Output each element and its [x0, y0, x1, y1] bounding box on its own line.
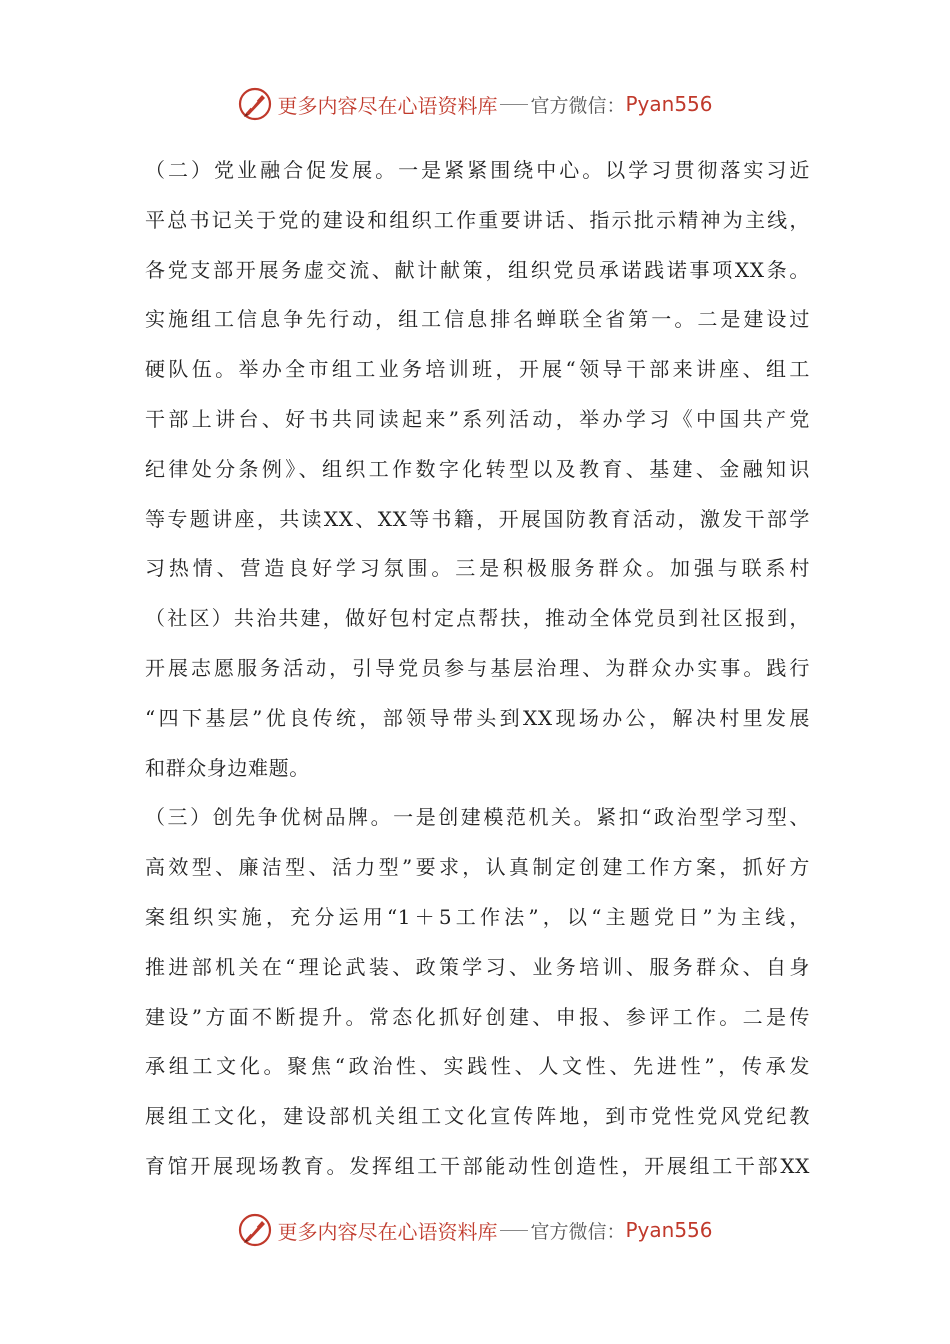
body-line: 开展志愿服务活动，引导党员参与基层治理、为群众办实事。践行 [145, 655, 810, 680]
body-line: 推进部机关在“理论武装、政策学习、业务培训、服务群众、自身 [145, 954, 810, 979]
body-line: 和群众身边难题。 [145, 755, 310, 780]
body-line: 等专题讲座，共读XX、XX等书籍，开展国防教育活动，激发干部学 [145, 506, 810, 531]
pen-quill-logo-icon [237, 86, 273, 122]
body-line: 干部上讲台、好书共同读起来”系列活动，举办学习《中国共产党 [145, 406, 810, 431]
body-line: 育馆开展现场教育。发挥组工干部能动性创造性，开展组工干部XX [145, 1153, 810, 1178]
footer-banner [0, 1208, 950, 1252]
body-line: 高效型、廉洁型、活力型”要求，认真制定创建工作方案，抓好方 [145, 855, 810, 880]
body-line: 案组织实施，充分运用“1＋5工作法”，以“主题党日”为主线， [145, 904, 810, 929]
banner-wechat-id: Pyan556 [625, 92, 713, 116]
banner-text: 更多内容尽在心语资料库 [277, 93, 498, 118]
banner-wechat-label: 官方微信： [530, 94, 626, 117]
body-line: （二）党业融合促发展。一是紧紧围绕中心。以学习贯彻落实习近 [145, 158, 810, 182]
pen-quill-logo-icon [237, 1212, 273, 1248]
body-line: 展组工文化，建设部机关组工文化宣传阵地，到市党性党风党纪教 [145, 1104, 810, 1129]
banner-wechat-label: 官方微信： [530, 1220, 626, 1243]
banner-wechat-id: Pyan556 [625, 1218, 713, 1242]
body-line: （社区）共治共建，做好包村定点帮扶，推动全体党员到社区报到， [145, 606, 810, 631]
body-line: 纪律处分条例》、组织工作数字化转型以及教育、基建、金融知识 [145, 456, 810, 481]
body-line: 平总书记关于党的建设和组织工作重要讲话、指示批示精神为主线， [145, 207, 810, 232]
header-banner [0, 82, 950, 126]
body-line: 建设”方面不断提升。常态化抓好创建、申报、参评工作。二是传 [145, 1004, 810, 1029]
body-line: 各党支部开展务虚交流、献计献策，组织党员承诺践诺事项XX条。 [145, 257, 810, 282]
document-body [145, 146, 810, 1192]
banner-text: 更多内容尽在心语资料库 [277, 1219, 498, 1244]
body-line: （三）创先争优树品牌。一是创建模范机关。紧扣“政治型学习型、 [145, 805, 810, 830]
body-line: 承组工文化。聚焦“政治性、实践性、人文性、先进性”，传承发 [145, 1054, 810, 1079]
banner-divider [500, 1230, 528, 1231]
body-line: 习热情、营造良好学习氛围。三是积极服务群众。加强与联系村 [145, 556, 810, 581]
body-line: “四下基层”优良传统，部领导带头到XX现场办公，解决村里发展 [145, 705, 810, 730]
banner-divider [500, 104, 528, 105]
body-line: 硬队伍。举办全市组工业务培训班，开展“领导干部来讲座、组工 [145, 357, 810, 382]
body-line: 实施组工信息争先行动，组工信息排名蝉联全省第一。二是建设过 [145, 307, 810, 332]
